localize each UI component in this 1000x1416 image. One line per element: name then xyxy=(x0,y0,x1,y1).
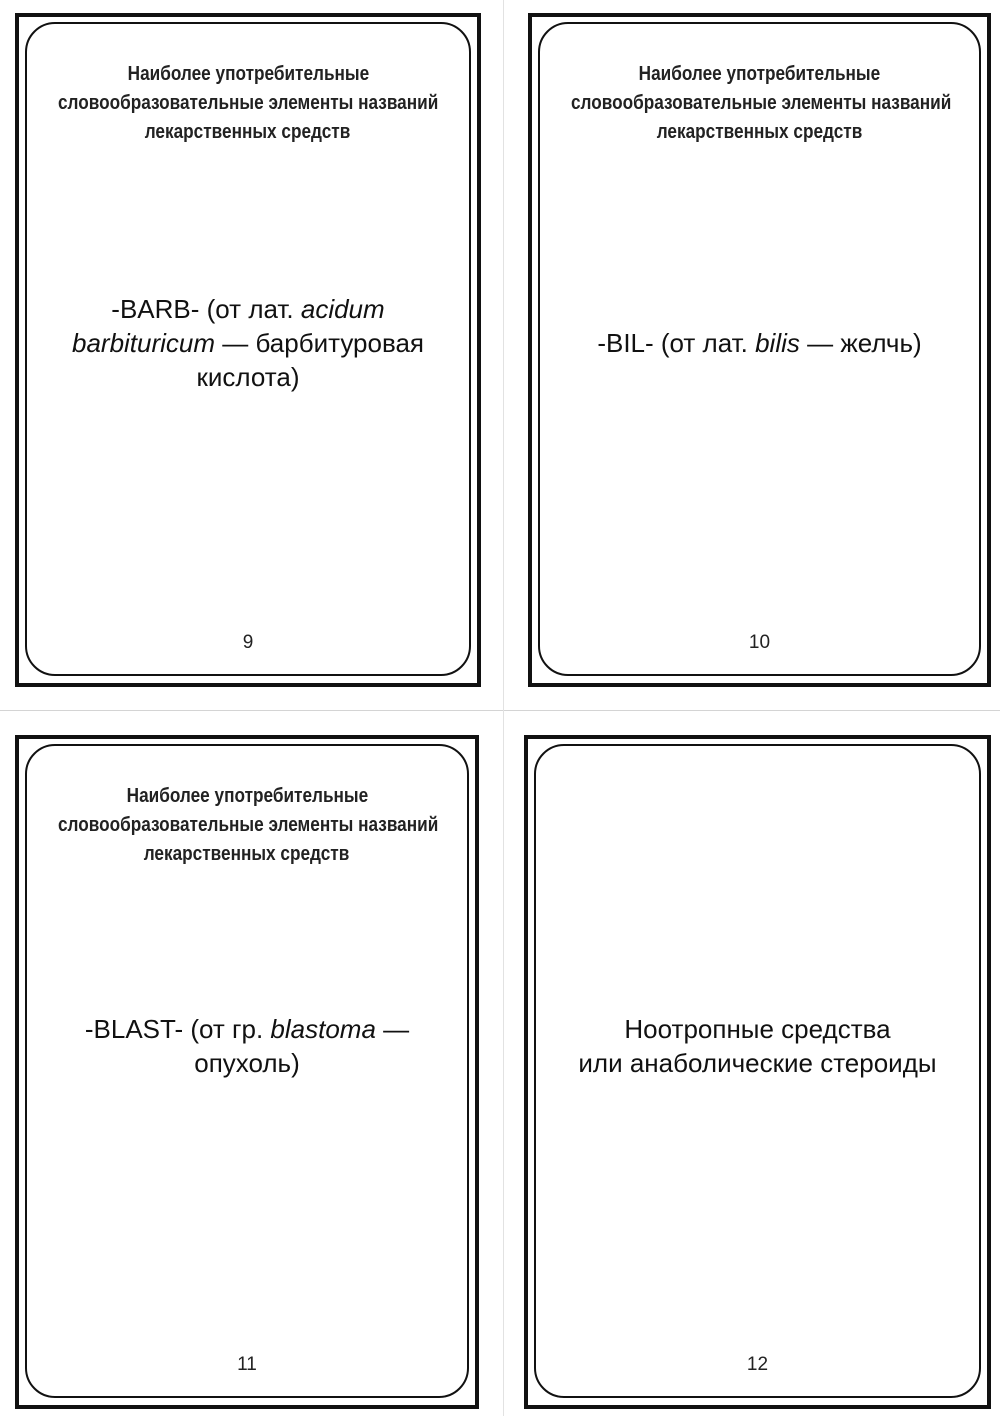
page-number: 11 xyxy=(237,1354,257,1375)
answer-line: или анаболические стероиды xyxy=(578,1048,937,1078)
term-text: кислота) xyxy=(196,362,300,392)
header-line: Наиболее употребительные xyxy=(638,63,881,85)
card-term xyxy=(47,292,449,394)
flashcard-9 xyxy=(15,13,481,687)
term-text: — барбитуровая xyxy=(215,328,425,358)
cut-line-horizontal xyxy=(0,710,1000,711)
header-line: лекарственных средств xyxy=(656,121,863,143)
flashcard-12 xyxy=(524,735,991,1409)
card-header xyxy=(27,60,469,147)
header-line: Наиболее употребительные xyxy=(126,785,368,807)
flashcard-11 xyxy=(15,735,479,1409)
card-frame xyxy=(538,22,981,676)
term-text: -BARB- (от лат. xyxy=(111,294,301,324)
flashcard-10 xyxy=(528,13,991,687)
header-line: лекарственных средств xyxy=(144,843,350,865)
card-header xyxy=(540,60,979,147)
term-latin: blastoma xyxy=(270,1014,376,1044)
header-line: словообразовательные элементы названий xyxy=(57,92,439,114)
term-latin: acidum xyxy=(300,294,385,324)
card-header xyxy=(27,782,467,869)
card-frame xyxy=(534,744,981,1398)
term-text: — желчь) xyxy=(799,328,922,358)
page-number: 10 xyxy=(748,632,771,653)
header-line: Наиболее употребительные xyxy=(127,63,369,85)
term-text: — xyxy=(375,1014,410,1044)
card-term xyxy=(47,1012,447,1080)
term-latin: barbituricum xyxy=(71,328,216,358)
term-text: -BIL- (от лат. xyxy=(597,328,756,358)
card-frame xyxy=(25,22,471,676)
card-frame xyxy=(25,744,469,1398)
cut-line-vertical xyxy=(503,0,504,1416)
card-term xyxy=(560,326,959,360)
answer-line: Ноотропные средства xyxy=(624,1014,891,1044)
card-answer xyxy=(556,1012,959,1080)
page-number: 9 xyxy=(242,632,254,653)
term-text: -BLAST- (от гр. xyxy=(84,1014,271,1044)
term-text: опухоль) xyxy=(194,1048,300,1078)
page-number: 12 xyxy=(746,1354,769,1375)
header-line: лекарственных средств xyxy=(145,121,351,143)
header-line: словообразовательные элементы названий xyxy=(57,814,439,836)
header-line: словообразовательные элементы названий xyxy=(570,92,952,114)
term-latin: bilis xyxy=(755,328,800,358)
